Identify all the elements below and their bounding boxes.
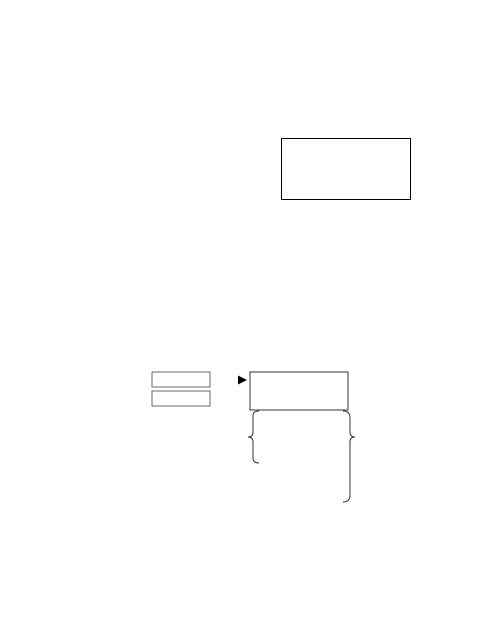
data-pointer-box [152, 372, 210, 387]
datasize-value-box [152, 391, 210, 406]
array-header-box [250, 372, 348, 410]
data-length-brace [343, 411, 355, 502]
datasize-brace [248, 411, 259, 463]
